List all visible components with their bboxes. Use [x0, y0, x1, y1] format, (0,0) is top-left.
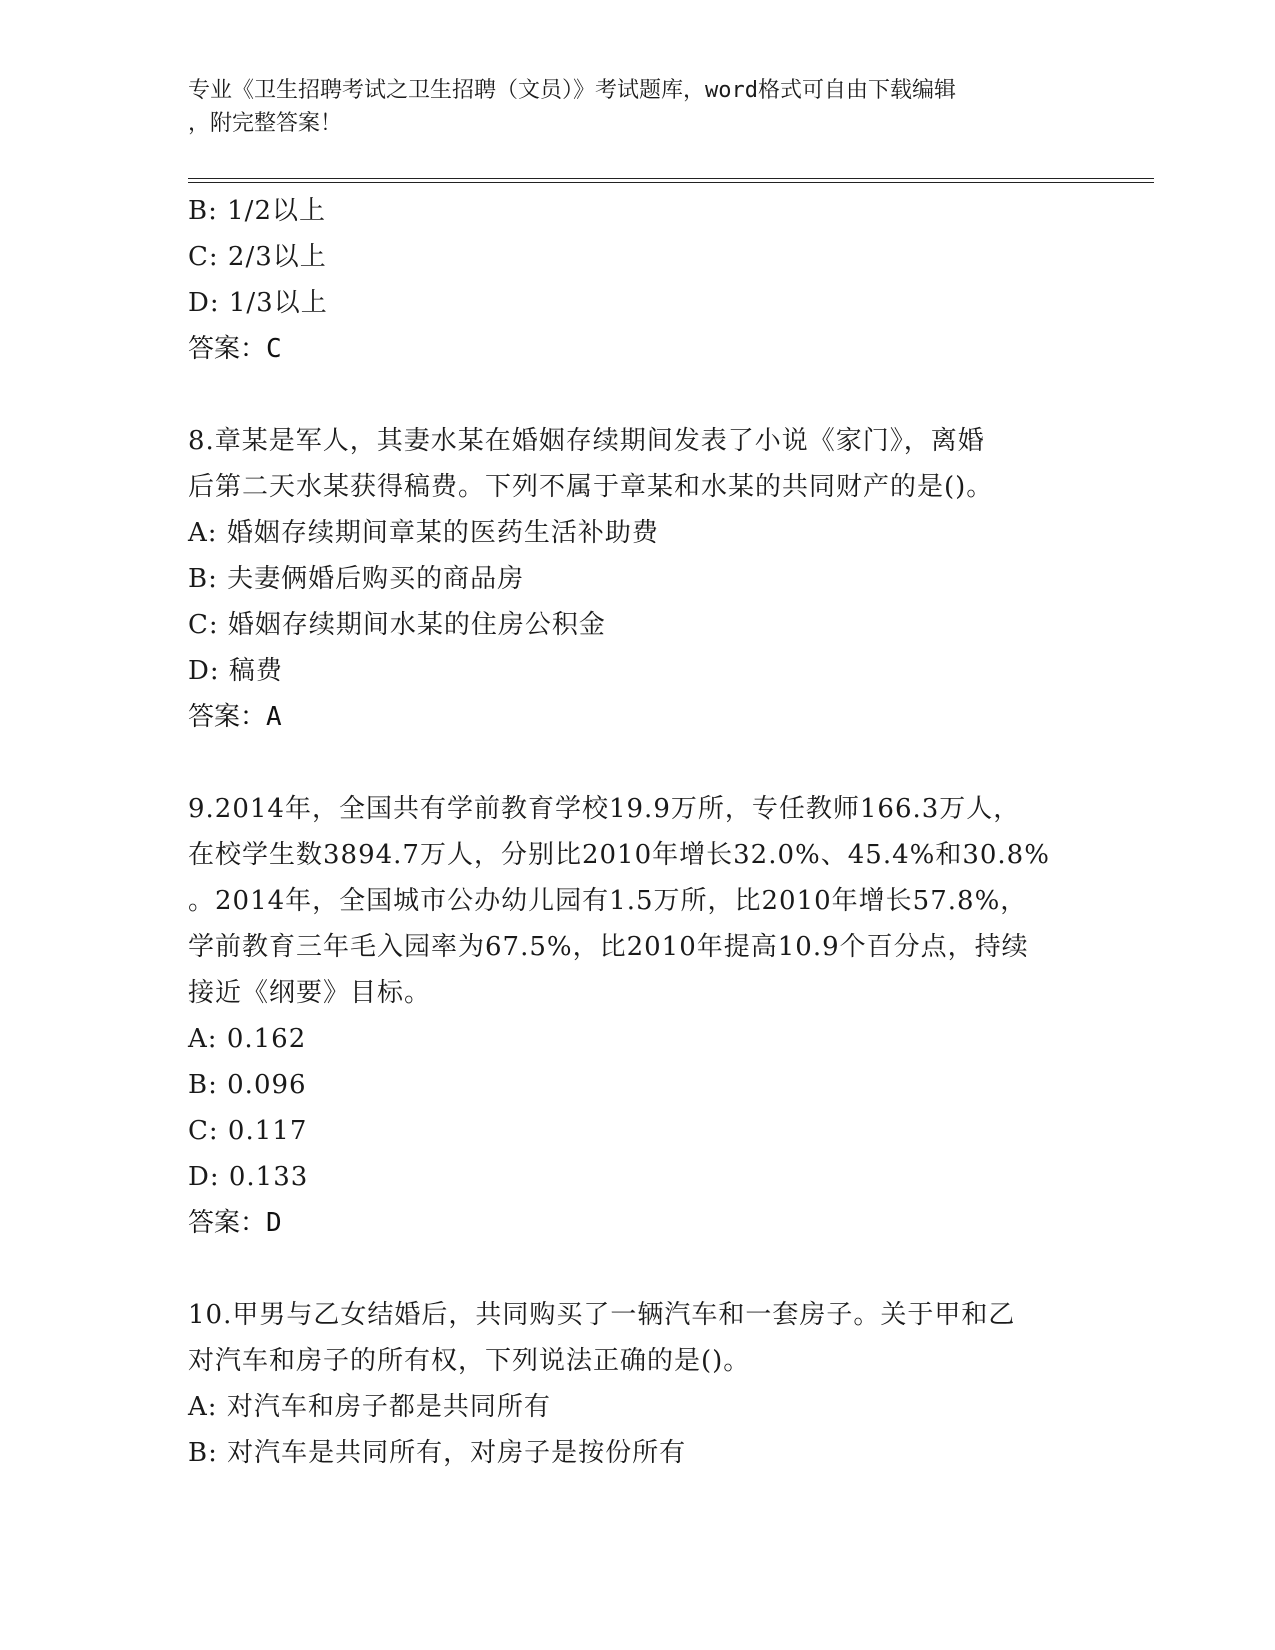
document-body: [188, 188, 1108, 1476]
header-line-2: ，附完整答案！: [188, 111, 343, 136]
question-text-line: 9.2014年，全国共有学前教育学校19.9万所，专任教师166.3万人，: [188, 794, 1021, 824]
answer-line: 答案：D: [188, 1208, 282, 1238]
question-7-tail: [188, 188, 1108, 372]
option-c: C: 0.117: [188, 1116, 308, 1146]
option-a: A: 婚姻存续期间章某的医药生活补助费: [188, 518, 659, 548]
option-c: C: 2/3以上: [188, 242, 327, 272]
option-a: A: 对汽车和房子都是共同所有: [188, 1392, 551, 1422]
option-b: B: 对汽车是共同所有，对房子是按份所有: [188, 1438, 687, 1468]
question-9: [188, 786, 1108, 1246]
question-text-line: 8.章某是军人，其妻水某在婚姻存续期间发表了小说《家门》，离婚: [188, 426, 985, 456]
option-d: D: 0.133: [188, 1162, 309, 1192]
option-b: B: 夫妻俩婚后购买的商品房: [188, 564, 525, 594]
question-text-line: 。2014年，全国城市公办幼儿园有1.5万所，比2010年增长57.8%，: [188, 886, 1028, 916]
header-line-1: 专业《卫生招聘考试之卫生招聘（文员）》考试题库，word格式可自由下载编辑: [188, 78, 956, 103]
question-8: [188, 418, 1108, 740]
question-text-line: 接近《纲要》目标。: [188, 978, 432, 1008]
question-text-line: 后第二天水某获得稿费。下列不属于章某和水某的共同财产的是()。: [188, 472, 994, 502]
question-10: [188, 1292, 1108, 1476]
question-text-line: 在校学生数3894.7万人，分别比2010年增长32.0%、45.4%和30.8%: [188, 840, 1050, 870]
question-text-line: 10.甲男与乙女结婚后，共同购买了一辆汽车和一套房子。关于甲和乙: [188, 1300, 1016, 1330]
option-a: A: 0.162: [188, 1024, 307, 1054]
option-d: D: 稿费: [188, 656, 283, 686]
answer-line: 答案：A: [188, 702, 282, 732]
spacer: [188, 372, 1108, 418]
option-c: C: 婚姻存续期间水某的住房公积金: [188, 610, 606, 640]
question-text-line: 对汽车和房子的所有权，下列说法正确的是()。: [188, 1346, 751, 1376]
option-b: B: 1/2以上: [188, 196, 326, 226]
question-text-line: 学前教育三年毛入园率为67.5%，比2010年提高10.9个百分点，持续: [188, 932, 1029, 962]
option-d: D: 1/3以上: [188, 288, 328, 318]
answer-line: 答案：C: [188, 334, 282, 364]
spacer: [188, 1246, 1108, 1292]
header-divider: [188, 178, 1154, 183]
spacer: [188, 740, 1108, 786]
document-header: [188, 74, 1088, 140]
option-b: B: 0.096: [188, 1070, 307, 1100]
